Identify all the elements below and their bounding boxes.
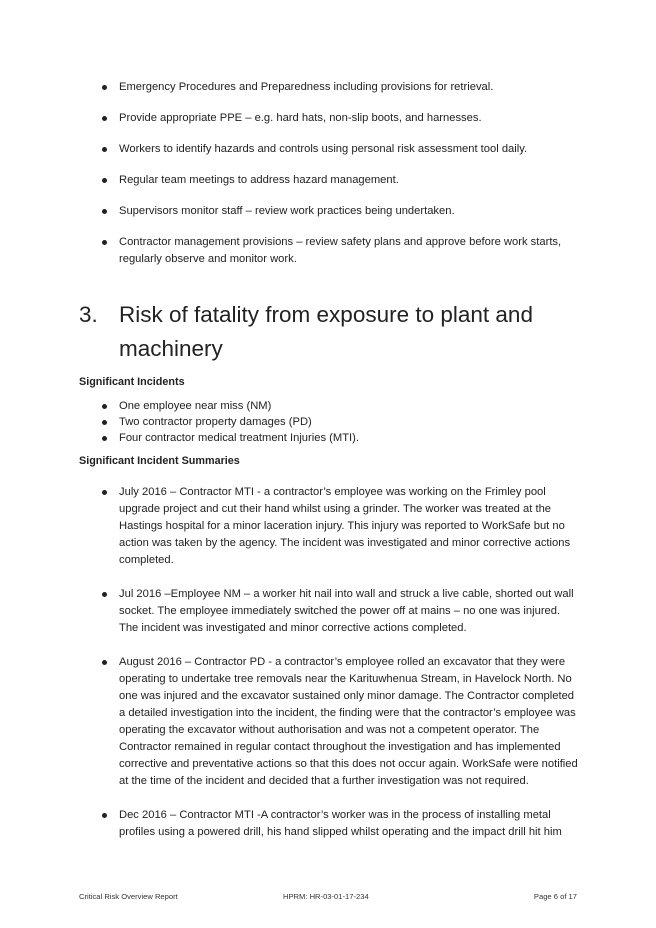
list-item: Provide appropriate PPE – e.g. hard hats, non-slip boots, and harnesses. bbox=[79, 110, 579, 127]
footer-page-number: Page 6 of 17 bbox=[533, 892, 577, 901]
list-item: Regular team meetings to address hazard management. bbox=[79, 172, 579, 189]
list-item: One employee near miss (NM) bbox=[79, 398, 579, 414]
list-item: July 2016 – Contractor MTI - a contractor’s employee was working on the Frimley pool upgrade project and cut their hand whilst using a grinder. The worker was treated at the Hastings hospital for a minor laceration injury. This injury was reported to WorkSafe but no action was taken by the agency. The incident was investigated and minor corrective actions completed. bbox=[79, 484, 579, 569]
section-title: Risk of fatality from exposure to plant and machinery bbox=[119, 302, 533, 361]
list-item: Two contractor property damages (PD) bbox=[79, 414, 579, 430]
footer-document-reference: HPRM: HR-03-01-17-234 bbox=[283, 892, 369, 901]
list-item: Emergency Procedures and Preparedness including provisions for retrieval. bbox=[79, 79, 579, 96]
significant-incidents-list bbox=[79, 398, 579, 446]
section-number: 3. bbox=[79, 302, 98, 327]
list-item: Four contractor medical treatment Injuries (MTI). bbox=[79, 430, 579, 446]
list-item: Workers to identify hazards and controls using personal risk assessment tool daily. bbox=[79, 141, 579, 158]
list-item: Dec 2016 – Contractor MTI -A contractor’s worker was in the process of installing metal profiles using a powered drill, his hand slipped whilst operating and the impact drill hit him bbox=[79, 807, 579, 841]
incident-summaries-list bbox=[79, 484, 579, 858]
significant-incidents-heading: Significant Incidents bbox=[79, 376, 185, 388]
incident-summaries-heading: Significant Incident Summaries bbox=[79, 455, 240, 467]
control-measures-list bbox=[79, 79, 579, 282]
list-item: August 2016 – Contractor PD - a contractor’s employee rolled an excavator that they were operating to undertake tree removals near the Karituwhenua Stream, in Havelock North. No one was injured and the excavator sustained only minor damage. The Contractor completed a detailed investigation into the incident, the finding were that the contractor’s employee was operating the excavator without authorisation and was not a competent operator. The Contractor remained in regular contact throughout the investigation and has implemented corrective and preventative actions so that this does not occur again. WorkSafe were notified at the time of the incident and decided that a further investigation was not required. bbox=[79, 654, 579, 790]
list-item: Contractor management provisions – review safety plans and approve before work starts, regularly observe and monitor work. bbox=[79, 234, 579, 268]
footer-report-title: Critical Risk Overview Report bbox=[79, 892, 178, 901]
list-item: Supervisors monitor staff – review work practices being undertaken. bbox=[79, 203, 579, 220]
list-item: Jul 2016 –Employee NM – a worker hit nail into wall and struck a live cable, shorted out wall socket. The employee immediately switched the power off at mains – no one was injured. The incident was investigated and minor corrective actions completed. bbox=[79, 586, 579, 637]
